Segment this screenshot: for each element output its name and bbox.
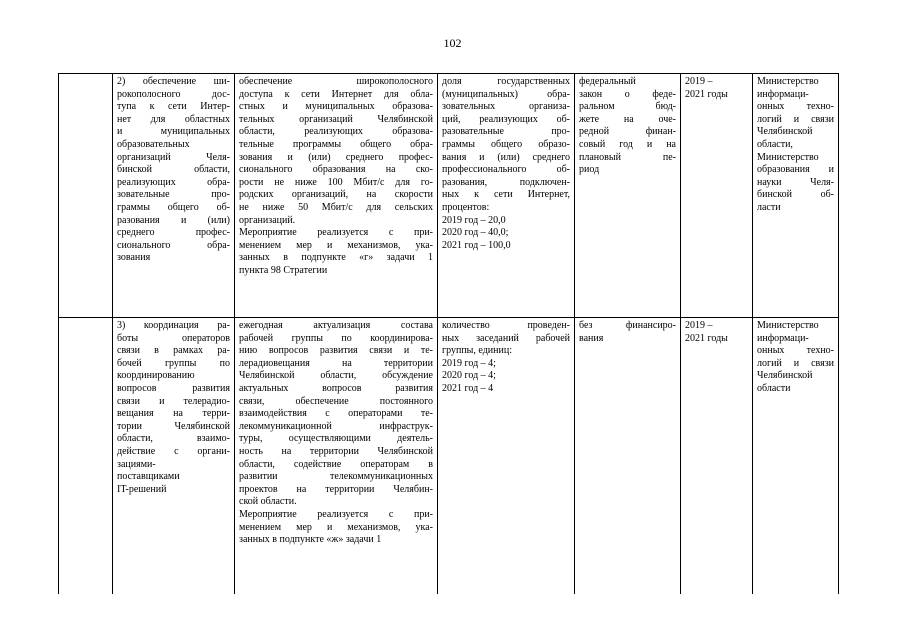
cell-line: занных в подпункте «ж» задачи 1 xyxy=(239,534,382,546)
cell-line: среднего профес- xyxy=(117,227,230,239)
cell-line: связи в рамках ра- xyxy=(117,345,230,357)
cell-line: рости не ниже 100 Мбит/с для го- xyxy=(239,176,433,188)
cell-line: пункта 98 Стратегии xyxy=(239,264,328,276)
cell-line: 2021 год – 4 xyxy=(442,382,494,394)
cell-line: организаций Челя- xyxy=(117,151,230,163)
cell-line: логий и связи xyxy=(757,113,834,125)
cell-line: ской области. xyxy=(239,496,297,508)
cell-line: 2019 год – 20,0 xyxy=(442,214,506,226)
cell-line: сионального обра- xyxy=(117,239,230,251)
cell-line: поставщиками xyxy=(117,471,180,483)
cell-line: зования и (или) среднего профес- xyxy=(239,151,433,163)
cell-line: 2021 год – 100,0 xyxy=(442,239,511,251)
cell-line: 2020 год – 4; xyxy=(442,370,496,382)
cell-line: бочей группы по xyxy=(117,357,230,369)
cell-line: действие с органи- xyxy=(117,445,230,457)
cell-line: нет для областных xyxy=(117,113,230,125)
table-row xyxy=(59,318,839,594)
cell-line: IT-решений xyxy=(117,483,167,495)
cell-line: разования, подключен- xyxy=(442,176,570,188)
funding-cell xyxy=(575,318,681,594)
cell-line: ральном бюд- xyxy=(579,101,676,113)
cell-line: менением мер и механизмов, ука- xyxy=(239,239,433,251)
cell-line: стных и муниципальных образова- xyxy=(239,101,433,113)
cell-line: сионального образования на ско- xyxy=(239,164,433,176)
number-cell xyxy=(59,318,113,594)
cell-line: связи, обеспечение постоянного xyxy=(239,395,433,407)
content-cell xyxy=(235,318,438,594)
cell-line: граммы общего образо- xyxy=(442,138,570,150)
cell-line: бинской области, xyxy=(117,164,230,176)
cell-line: Челябинской xyxy=(757,126,813,138)
cell-line: тельные программы общего обра- xyxy=(239,138,433,150)
cell-line: количество проведен- xyxy=(442,320,570,331)
cell-line: онных техно- xyxy=(757,101,834,113)
cell-line: профессионального об- xyxy=(442,164,570,176)
cell-line: координированию xyxy=(117,370,195,382)
cell-line: тупа к сети Интер- xyxy=(117,101,230,113)
cell-line: реализующих обра- xyxy=(117,176,230,188)
cell-line: 2019 год – 4; xyxy=(442,357,496,369)
cell-line: и муниципальных xyxy=(117,126,230,138)
cell-line: 2021 годы xyxy=(685,332,728,344)
cell-line: области xyxy=(757,382,791,394)
cell-line: Челябинской xyxy=(757,370,813,382)
cell-line: информаци- xyxy=(757,332,809,344)
cell-line: доступа к сети Интернет для обла- xyxy=(239,88,433,100)
executor-cell xyxy=(753,74,839,318)
cell-line: бинской об- xyxy=(757,189,834,201)
cell-line: зования xyxy=(117,252,151,264)
cell-line: обеспечение широкополосного xyxy=(239,76,433,87)
cell-line: федеральный xyxy=(579,76,636,87)
cell-line: области, взаимо- xyxy=(117,433,230,445)
cell-line: области, xyxy=(757,138,793,150)
indicator-cell xyxy=(438,318,575,594)
measures-table xyxy=(58,73,839,594)
cell-line: информаци- xyxy=(757,88,809,100)
cell-line: менением мер и механизмов, ука- xyxy=(239,521,433,533)
cell-line: боты операторов xyxy=(117,332,230,344)
cell-line: актуальных вопросов развития xyxy=(239,382,433,394)
cell-line: родских организаций, на скорости xyxy=(239,189,433,201)
cell-line: не ниже 50 Мбит/с для сельских xyxy=(239,201,433,213)
cell-line: области, реализующих образова- xyxy=(239,126,433,138)
cell-line: Мероприятие реализуется с при- xyxy=(239,508,433,520)
cell-line: граммы общего об- xyxy=(117,201,230,213)
cell-line: 2021 годы xyxy=(685,88,728,100)
indicator-cell xyxy=(438,74,575,318)
cell-line: тории Челябинской xyxy=(117,420,230,432)
cell-line: образования и xyxy=(757,164,834,176)
cell-line: ций, реализующих об- xyxy=(442,113,570,125)
cell-line: 2020 год – 40,0; xyxy=(442,227,509,239)
cell-line: вания и (или) среднего xyxy=(442,151,570,163)
cell-line: рокополосного дос- xyxy=(117,88,230,100)
cell-line: (муниципальных) обра- xyxy=(442,88,570,100)
cell-line: онных техно- xyxy=(757,345,834,357)
cell-line: зовательные про- xyxy=(117,189,230,201)
cell-line: Министерство xyxy=(757,151,819,163)
cell-line: 2) обеспечение ши- xyxy=(117,76,230,87)
cell-line: образовательных xyxy=(117,138,190,150)
cell-line: ных заседаний рабочей xyxy=(442,332,570,344)
cell-line: науки Челя- xyxy=(757,176,834,188)
cell-line: жете на оче- xyxy=(579,113,676,125)
task-cell xyxy=(113,318,235,594)
cell-line: области, содействие операторам в xyxy=(239,458,433,470)
cell-line: развитии телекоммуникационных xyxy=(239,471,433,483)
page-number: 102 xyxy=(443,36,462,50)
cell-line: 2019 – xyxy=(685,320,713,331)
cell-line: разования и (или) xyxy=(117,214,230,226)
funding-cell xyxy=(575,74,681,318)
table-row xyxy=(59,74,839,318)
cell-line: 2019 – xyxy=(685,76,713,87)
cell-line: связи и телерадио- xyxy=(117,395,230,407)
cell-line: ласти xyxy=(757,201,781,213)
cell-line: вещания на терри- xyxy=(117,408,230,420)
number-cell xyxy=(59,74,113,318)
cell-line: зациями- xyxy=(117,458,156,470)
period-cell xyxy=(681,74,753,318)
cell-line: тельных организаций Челябинской xyxy=(239,113,433,125)
cell-line: Министерство xyxy=(757,320,819,331)
cell-line: проектов на территории Челябин- xyxy=(239,483,433,495)
cell-line: лекоммуникационной инфраструк- xyxy=(239,420,433,432)
cell-line: редной финан- xyxy=(579,126,676,138)
cell-line: ность на территории Челябинской xyxy=(239,445,433,457)
cell-line: организаций. xyxy=(239,214,296,226)
cell-line: группы, единиц: xyxy=(442,345,512,357)
cell-line: плановый пе- xyxy=(579,151,676,163)
cell-line: без финансиро- xyxy=(579,320,676,331)
cell-line: занных в подпункте «г» задачи 1 xyxy=(239,252,433,264)
cell-line: процентов: xyxy=(442,201,490,213)
cell-line: риод xyxy=(579,164,600,176)
cell-line: ежегодная актуализация состава xyxy=(239,320,433,331)
cell-line: закон о феде- xyxy=(579,88,676,100)
cell-line: 3) координация ра- xyxy=(117,320,230,331)
cell-line: вопросов развития xyxy=(117,382,230,394)
cell-line: зовательных организа- xyxy=(442,101,570,113)
cell-line: доля государственных xyxy=(442,76,570,87)
content-cell xyxy=(235,74,438,318)
cell-line: совый год и на xyxy=(579,138,676,150)
executor-cell xyxy=(753,318,839,594)
cell-line: ных к сети Интернет, xyxy=(442,189,570,201)
task-cell xyxy=(113,74,235,318)
cell-line: рабочей группы по координирова- xyxy=(239,332,433,344)
cell-line: нию вопросов развития связи и те- xyxy=(239,345,433,357)
cell-line: лерадиовещания на территории xyxy=(239,357,433,369)
cell-line: Мероприятие реализуется с при- xyxy=(239,227,433,239)
period-cell xyxy=(681,318,753,594)
cell-line: туры, осуществляющими деятель- xyxy=(239,433,433,445)
cell-line: вания xyxy=(579,332,604,344)
cell-line: взаимодействия с операторами те- xyxy=(239,408,433,420)
cell-line: разовательные про- xyxy=(442,126,570,138)
cell-line: Челябинской области, обсуждение xyxy=(239,370,433,382)
cell-line: Министерство xyxy=(757,76,819,87)
cell-line: логий и связи xyxy=(757,357,834,369)
